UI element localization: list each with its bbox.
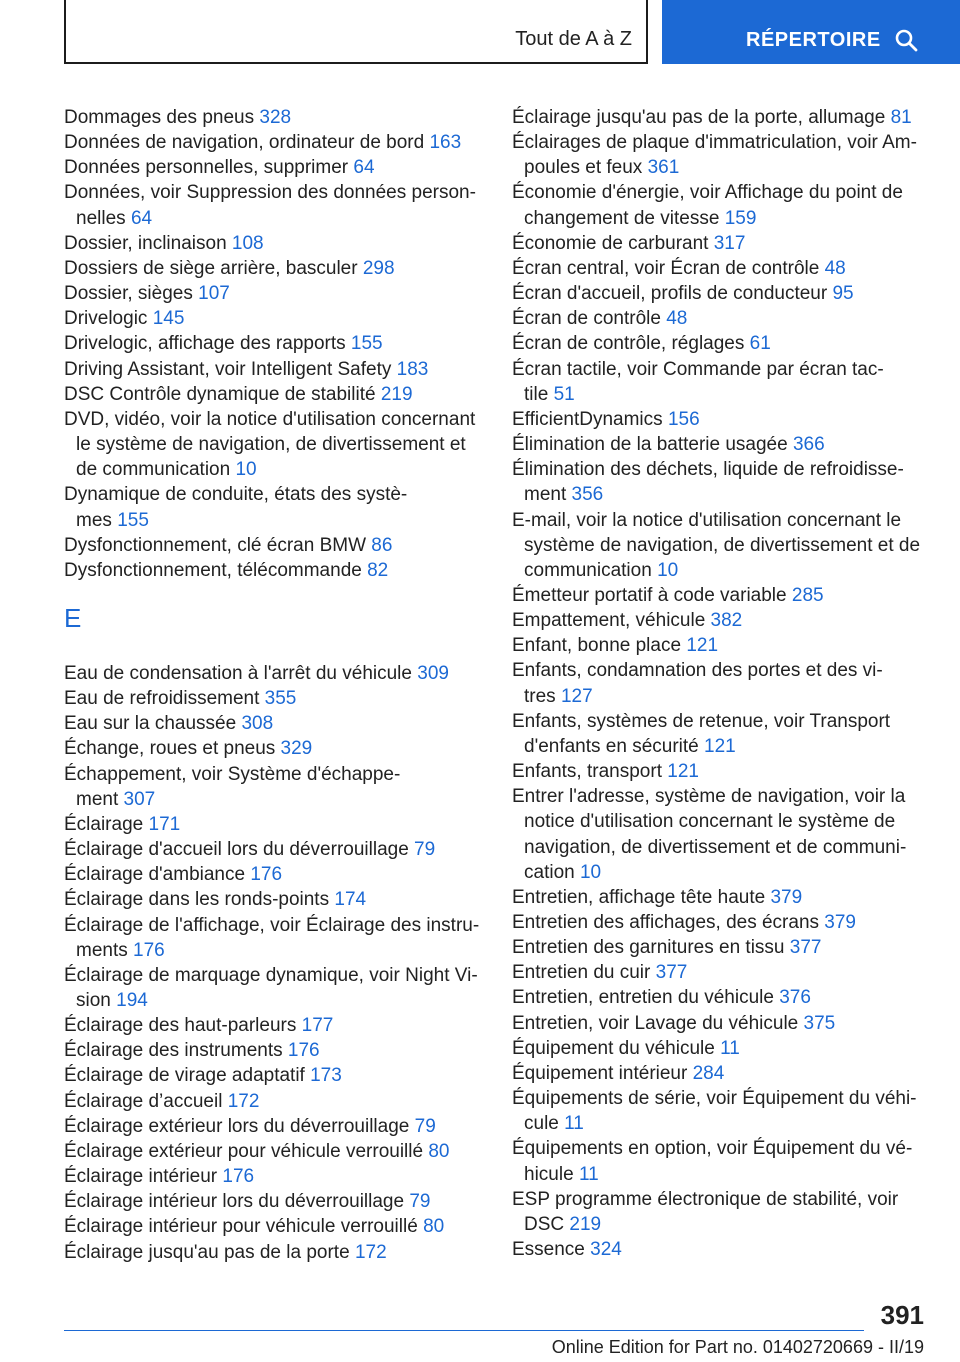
index-entry[interactable] — [64, 1038, 484, 1063]
index-entry[interactable] — [64, 382, 484, 407]
entry-text: Éclairage des haut-parleurs — [64, 1015, 297, 1037]
footer-edition: Online Edition for Part no. 01402720669 - II/19 — [551, 1337, 924, 1357]
page-reference-link[interactable]: 11 — [720, 1037, 740, 1059]
page-reference-link[interactable]: 121 — [686, 635, 719, 657]
page-reference-link[interactable]: 11 — [564, 1113, 584, 1135]
page-reference-link[interactable]: 219 — [380, 383, 413, 405]
entry-text: Dossier, inclinaison — [64, 232, 227, 254]
page-reference-link[interactable]: 155 — [117, 509, 149, 531]
entry-text: Équipement intérieur — [512, 1062, 688, 1084]
page-reference-link[interactable]: 80 — [428, 1140, 450, 1162]
entry-text: Éclairage d'ambiance — [64, 864, 246, 886]
entry-text: Entretien du cuir — [512, 962, 651, 984]
page-reference-link[interactable]: 176 — [250, 864, 283, 886]
index-entry[interactable] — [64, 1214, 484, 1239]
index-entry[interactable] — [512, 1237, 932, 1262]
index-entry[interactable] — [64, 1114, 484, 1139]
entry-text: Enfant, bonne place — [512, 635, 682, 657]
page-reference-link[interactable]: 176 — [133, 939, 165, 961]
index-entry[interactable] — [64, 762, 484, 812]
index-entry[interactable] — [64, 711, 484, 736]
index-entry[interactable] — [512, 357, 932, 407]
page-reference-link[interactable]: 219 — [569, 1213, 602, 1235]
page-reference-link[interactable]: 10 — [235, 459, 257, 481]
entry-text: navigation, de divertissement et de communi- — [524, 836, 907, 858]
tab-label: Tout de A à Z — [515, 28, 632, 50]
page-reference-link[interactable]: 285 — [791, 584, 824, 606]
entry-text: Économie de carburant — [512, 232, 709, 254]
index-entry[interactable] — [512, 985, 932, 1010]
entry-text: communication — [524, 559, 652, 581]
page-reference-link[interactable]: 163 — [429, 132, 462, 154]
entry-text: Écran d'accueil, profils de conducteur — [512, 283, 828, 305]
entry-text: ESP programme électronique de stabilité, voir — [512, 1188, 899, 1210]
entry-text: Enfants, transport — [512, 761, 662, 783]
entry-text: Écran de contrôle — [512, 308, 661, 330]
header-section-repertoire[interactable] — [662, 0, 960, 64]
entry-text: Éclairages de plaque d'immatriculation, voir Am- — [512, 132, 917, 154]
section-label: RÉPERTOIRE — [746, 29, 881, 51]
entry-text: Dommages des pneus — [64, 107, 255, 128]
entry-text: Élimination des déchets, liquide de refroidisse- — [512, 459, 904, 481]
index-entry[interactable] — [64, 913, 484, 963]
page-reference-link[interactable]: 194 — [116, 990, 148, 1011]
index-entry[interactable] — [64, 963, 484, 1013]
entry-text: Éclairage intérieur — [64, 1166, 218, 1188]
index-entry[interactable] — [64, 1089, 484, 1114]
index-entry[interactable] — [512, 759, 932, 784]
index-entry[interactable] — [64, 1013, 484, 1038]
index-entry[interactable] — [512, 457, 932, 507]
entry-text: notice d'utilisation concernant le système de — [524, 811, 896, 833]
entry-text: Éclairage des instruments — [64, 1040, 283, 1062]
page-reference-link[interactable]: 95 — [832, 283, 854, 305]
entry-text: Éclairage jusqu'au pas de la porte, allumage — [512, 107, 886, 128]
index-entry[interactable] — [64, 130, 484, 155]
entry-text: Éclairage d’accueil — [64, 1090, 223, 1112]
page-reference-link[interactable]: 145 — [152, 308, 185, 330]
page-reference-link[interactable]: 61 — [749, 333, 771, 355]
entry-text: Données, voir Suppression des données person- — [64, 182, 476, 204]
index-entry[interactable] — [512, 331, 932, 356]
entry-text: Dynamique de conduite, états des systè- — [64, 484, 408, 506]
entry-text: sion — [76, 990, 111, 1011]
page-reference-link[interactable]: 307 — [123, 788, 156, 810]
entry-text: E-mail, voir la notice d'utilisation concernant le — [512, 509, 902, 531]
index-entry[interactable] — [512, 1187, 932, 1237]
page-reference-link[interactable]: 176 — [287, 1040, 320, 1062]
page-reference-link[interactable]: 81 — [890, 107, 912, 128]
entry-text: Éclairage extérieur lors du déverrouillage — [64, 1115, 410, 1137]
page-reference-link[interactable]: 156 — [667, 408, 700, 430]
entry-text: Données de navigation, ordinateur de bord — [64, 132, 425, 154]
entry-text: EfficientDynamics — [512, 408, 663, 430]
entry-text: Éclairage d'accueil lors du déverrouillage — [64, 839, 409, 861]
entry-text: Eau de condensation à l'arrêt du véhicule — [64, 662, 412, 684]
entry-text: le système de navigation, de divertissement et — [76, 434, 466, 456]
index-column-right — [512, 105, 932, 1262]
entry-text: système de navigation, de divertissement et de — [524, 534, 921, 556]
page-reference-link[interactable]: 355 — [264, 688, 297, 710]
entry-text: poules et feux — [524, 157, 643, 179]
entry-text: d'enfants en sécurité — [524, 735, 699, 757]
entry-text: Drivelogic — [64, 308, 148, 330]
entry-text: Dossiers de siège arrière, basculer — [64, 257, 358, 279]
index-entry[interactable] — [512, 709, 932, 759]
entry-text: Essence — [512, 1239, 585, 1261]
entry-text: Éclairage de l'affichage, voir Éclairage des instru- — [64, 914, 480, 936]
index-entry[interactable] — [64, 357, 484, 382]
page-reference-link[interactable]: 51 — [553, 383, 575, 405]
page-reference-link[interactable]: 79 — [414, 1115, 436, 1137]
entry-text: Enfants, systèmes de retenue, voir Transport — [512, 710, 891, 732]
entry-text: DSC Contrôle dynamique de stabilité — [64, 383, 376, 405]
page-reference-link[interactable]: 308 — [241, 713, 274, 735]
entry-text: Écran central, voir Écran de contrôle — [512, 257, 820, 279]
page-reference-link[interactable]: 177 — [301, 1015, 334, 1037]
index-entry[interactable] — [512, 608, 932, 633]
index-entry[interactable] — [64, 661, 484, 686]
index-entry[interactable] — [64, 812, 484, 837]
index-entry[interactable] — [512, 281, 932, 306]
page-reference-link[interactable]: 82 — [367, 559, 389, 581]
entry-text: Dossier, sièges — [64, 283, 193, 305]
entry-text: Éclairage extérieur pour véhicule verrouillé — [64, 1140, 424, 1162]
entry-text: nelles — [76, 207, 126, 229]
page-reference-link[interactable]: 329 — [280, 738, 313, 760]
index-entry[interactable] — [64, 155, 484, 180]
page-reference-link[interactable]: 361 — [647, 157, 680, 179]
index-entry[interactable] — [64, 558, 484, 583]
entry-text: Échappement, voir Système d'échappe- — [64, 763, 401, 785]
index-entry[interactable] — [512, 432, 932, 457]
entry-text: Entretien, affichage tête haute — [512, 886, 766, 908]
entry-text: Éclairage de virage adaptatif — [64, 1065, 305, 1087]
index-entry[interactable] — [512, 1086, 932, 1136]
index-entry[interactable] — [64, 180, 484, 230]
index-entry[interactable] — [64, 1240, 484, 1265]
page-number: 391 — [880, 1300, 924, 1330]
page-reference-link[interactable]: 309 — [417, 662, 449, 684]
page-reference-link[interactable]: 377 — [655, 962, 688, 984]
page-reference-link[interactable]: 121 — [667, 761, 699, 783]
index-entry[interactable] — [64, 482, 484, 532]
entry-text: Dysfonctionnement, clé écran BMW — [64, 534, 367, 556]
entry-text: ments — [76, 939, 128, 961]
footer-divider — [64, 1330, 864, 1331]
page-reference-link[interactable]: 79 — [414, 839, 436, 861]
page-reference-link[interactable]: 107 — [198, 283, 230, 305]
page-reference-link[interactable]: 172 — [227, 1090, 260, 1112]
index-entry[interactable] — [512, 1011, 932, 1036]
page-reference-link[interactable]: 356 — [571, 484, 604, 506]
page-reference-link[interactable]: 86 — [371, 534, 393, 556]
page-reference-link[interactable]: 173 — [310, 1065, 342, 1087]
index-entry[interactable] — [512, 960, 932, 985]
entry-text: mes — [76, 509, 112, 531]
page-reference-link[interactable]: 328 — [259, 107, 292, 128]
page-reference-link[interactable]: 171 — [148, 813, 181, 835]
entry-text: Entretien, voir Lavage du véhicule — [512, 1012, 799, 1034]
page-reference-link[interactable]: 382 — [710, 610, 743, 632]
page-reference-link[interactable]: 284 — [692, 1062, 725, 1084]
entry-text: DSC — [524, 1213, 565, 1235]
index-entry[interactable] — [512, 180, 932, 230]
index-entry[interactable] — [512, 935, 932, 960]
entry-text: Éclairage intérieur pour véhicule verrouillé — [64, 1216, 418, 1238]
index-entry[interactable] — [64, 306, 484, 331]
entry-text: Entretien, entretien du véhicule — [512, 987, 774, 1009]
page-reference-link[interactable]: 80 — [423, 1216, 445, 1238]
entry-text: Drivelogic, affichage des rapports — [64, 333, 346, 355]
entry-text: hicule — [524, 1163, 574, 1185]
entry-text: de communication — [76, 459, 231, 481]
search-icon[interactable] — [894, 28, 918, 52]
page-reference-link[interactable]: 183 — [396, 358, 429, 380]
entry-text: tile — [524, 383, 549, 405]
entry-text: Enfants, condamnation des portes et des vi- — [512, 660, 883, 682]
entry-text: Émetteur portatif à code variable — [512, 584, 787, 606]
index-entry[interactable] — [512, 885, 932, 910]
entry-text: changement de vitesse — [524, 207, 720, 229]
page-reference-link[interactable]: 379 — [770, 886, 803, 908]
page-reference-link[interactable]: 324 — [590, 1239, 622, 1261]
index-entry[interactable] — [64, 281, 484, 306]
page-reference-link[interactable]: 10 — [657, 559, 679, 581]
index-entry[interactable] — [64, 1063, 484, 1088]
entry-text: Éclairage de marquage dynamique, voir Night Vi- — [64, 964, 478, 986]
page-reference-link[interactable]: 379 — [824, 912, 856, 933]
entry-text: Éclairage dans les ronds-points — [64, 889, 330, 911]
page-reference-link[interactable]: 155 — [350, 333, 383, 355]
index-column-left — [64, 105, 484, 1265]
entry-text: Eau sur la chaussée — [64, 713, 237, 735]
page-reference-link[interactable]: 176 — [222, 1166, 255, 1188]
index-entry[interactable] — [512, 658, 932, 708]
index-entry[interactable] — [64, 1189, 484, 1214]
entry-text: Éclairage jusqu'au pas de la porte — [64, 1241, 350, 1263]
entry-text: cule — [524, 1113, 559, 1135]
entry-text: Entrer l'adresse, système de navigation, voir la — [512, 786, 906, 808]
page-reference-link[interactable]: 159 — [724, 207, 757, 229]
entry-text: Empattement, véhicule — [512, 610, 706, 632]
index-entry[interactable] — [64, 407, 484, 482]
entry-text: Écran tactile, voir Commande par écran tac- — [512, 358, 884, 380]
index-entry[interactable] — [64, 256, 484, 281]
index-entry[interactable] — [512, 784, 932, 885]
page-reference-link[interactable]: 79 — [409, 1191, 431, 1213]
page-reference-link[interactable]: 174 — [334, 889, 367, 911]
page-reference-link[interactable]: 48 — [666, 308, 688, 330]
index-entry[interactable] — [64, 837, 484, 862]
index-entry[interactable] — [512, 231, 932, 256]
index-entry[interactable] — [512, 910, 932, 935]
entry-text: Dysfonctionnement, télécommande — [64, 559, 362, 581]
page-reference-link[interactable]: 48 — [824, 257, 846, 279]
index-entry[interactable] — [512, 256, 932, 281]
index-entry[interactable] — [512, 105, 932, 130]
page-reference-link[interactable]: 64 — [130, 207, 153, 229]
page-reference-link[interactable]: 376 — [779, 987, 811, 1009]
entry-text: Éclairage — [64, 813, 144, 835]
entry-text: Équipements de série, voir Équipement du véhi- — [512, 1088, 917, 1110]
index-entry[interactable] — [512, 306, 932, 331]
index-entry[interactable] — [64, 686, 484, 711]
page-reference-link[interactable]: 121 — [704, 735, 736, 757]
entry-text: Entretien des affichages, des écrans — [512, 912, 820, 933]
index-entry[interactable] — [512, 1061, 932, 1086]
index-entry[interactable] — [512, 130, 932, 180]
page-reference-link[interactable]: 366 — [792, 434, 825, 456]
index-entry[interactable] — [512, 407, 932, 432]
entry-text: Éclairage intérieur lors du déverrouillage — [64, 1191, 405, 1213]
entry-text: Entretien des garnitures en tissu — [512, 937, 785, 959]
entry-text: ment — [524, 484, 567, 506]
page-reference-link[interactable]: 375 — [803, 1012, 836, 1034]
index-entry[interactable] — [64, 736, 484, 761]
entry-text: Échange, roues et pneus — [64, 738, 276, 760]
entry-text: tres — [524, 685, 556, 707]
index-entry[interactable] — [512, 1036, 932, 1061]
index-entry[interactable] — [64, 533, 484, 558]
entry-text: ment — [76, 788, 119, 810]
page-reference-link[interactable]: 10 — [579, 861, 602, 883]
page-reference-link[interactable]: 377 — [789, 937, 822, 959]
index-entry[interactable] — [512, 508, 932, 583]
entry-text: Driving Assistant, voir Intelligent Safety — [64, 358, 392, 380]
page-reference-link[interactable]: 317 — [713, 232, 746, 254]
index-letter-heading: E — [64, 602, 82, 633]
entry-text: Données personnelles, supprimer — [64, 157, 349, 179]
index-entry[interactable] — [64, 231, 484, 256]
index-entry[interactable] — [64, 105, 484, 130]
entry-text: DVD, vidéo, voir la notice d'utilisation concernant — [64, 408, 476, 430]
entry-text: Équipement du véhicule — [512, 1037, 715, 1059]
index-entry[interactable] — [64, 331, 484, 356]
page-reference-link[interactable]: 298 — [362, 257, 395, 279]
index-entry[interactable] — [512, 633, 932, 658]
entry-text: Équipements en option, voir Équipement du vé- — [512, 1138, 913, 1160]
page-reference-link[interactable]: 127 — [560, 685, 593, 707]
index-entry[interactable] — [512, 583, 932, 608]
page-reference-link[interactable]: 108 — [231, 232, 264, 254]
index-entry[interactable] — [512, 1136, 932, 1186]
entry-text: Économie d'énergie, voir Affichage du point de — [512, 182, 903, 204]
entry-text: Écran de contrôle, réglages — [512, 333, 745, 355]
entry-text: Eau de refroidissement — [64, 688, 260, 710]
header-tab-index[interactable] — [64, 0, 648, 64]
entry-text: cation — [524, 861, 575, 883]
index-entry[interactable] — [64, 1164, 484, 1189]
index-entry[interactable] — [64, 1139, 484, 1164]
entry-text: Élimination de la batterie usagée — [512, 434, 788, 456]
page-reference-link[interactable]: 64 — [353, 157, 375, 179]
index-entry[interactable] — [64, 887, 484, 912]
index-entry[interactable] — [64, 862, 484, 887]
page-reference-link[interactable]: 11 — [578, 1163, 599, 1185]
page-reference-link[interactable]: 172 — [354, 1241, 387, 1263]
